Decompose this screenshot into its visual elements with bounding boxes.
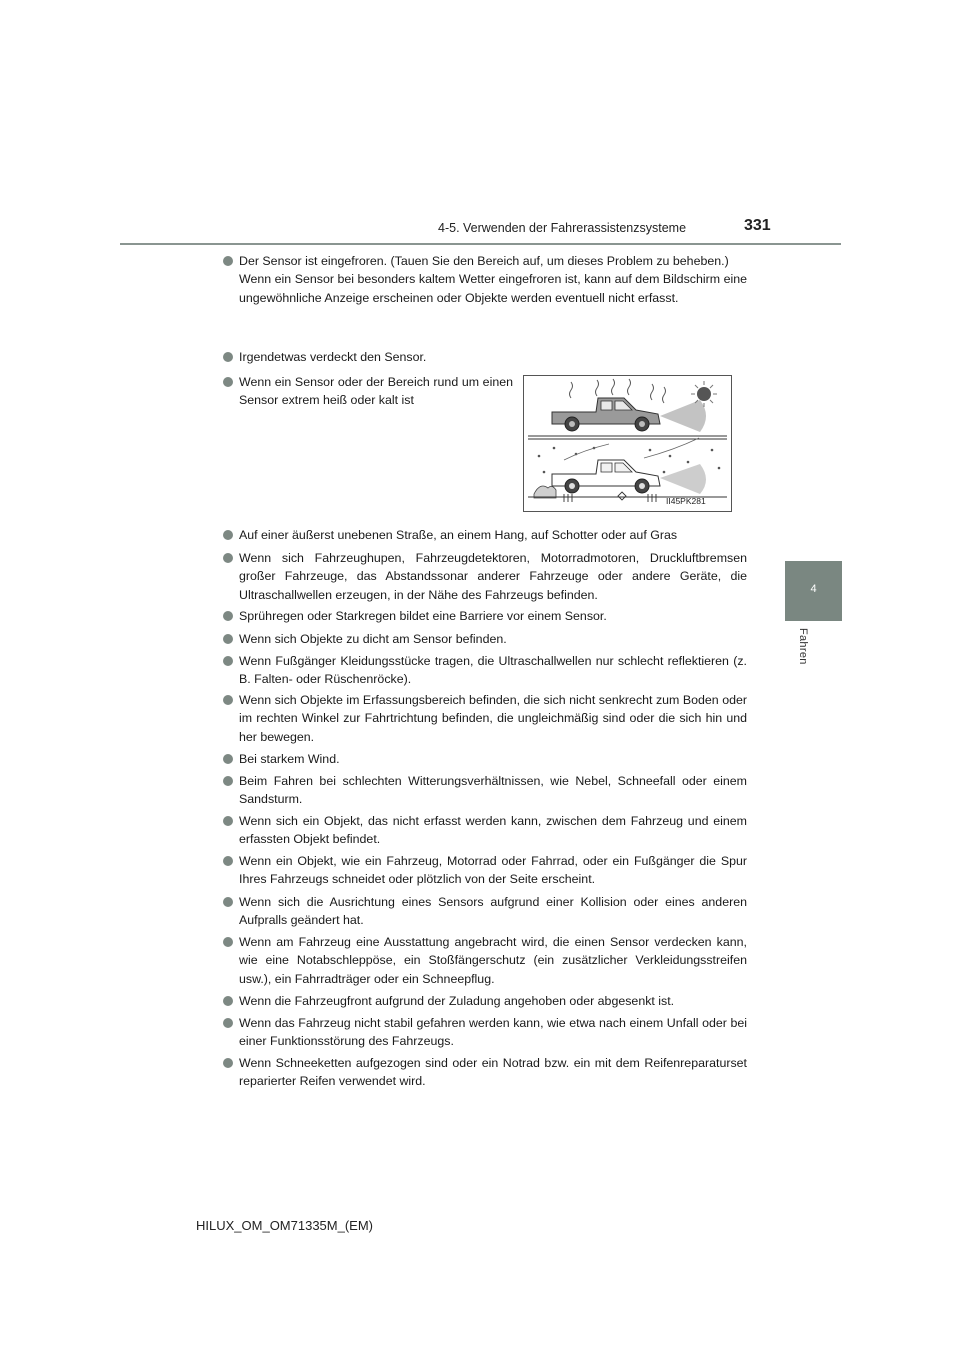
list-item [223,772,747,809]
header-divider [120,243,841,245]
bullet-icon [223,530,233,540]
list-item [223,652,747,689]
list-item-text: Irgendetwas verdeckt den Sensor. [239,350,427,364]
illustration-code: II45PK281 [666,496,706,506]
list-item [223,549,747,604]
list-item-text: Wenn sich Objekte zu dicht am Sensor befinden. [239,632,507,646]
list-item-text: Wenn sich Fahrzeughupen, Fahrzeugdetektoren, Motorradmotoren, Druckluftbremsen großer Fahrzeuge, das Abstandssonar anderer Fahrzeuge oder andere Geräte, die Ultraschallwellen erzeugen, in der Nähe des Fahrzeugs befinden. [239,551,747,602]
bullet-icon [223,937,233,947]
list-item [223,691,747,746]
list-item-text: Der Sensor ist eingefroren. (Tauen Sie den Bereich auf, um dieses Problem zu beheben.) [239,254,729,268]
bullet-icon [223,256,233,266]
bullet-icon [223,553,233,563]
list-item [223,630,747,648]
list-item [223,348,747,366]
list-item-text: Wenn Schneeketten aufgezogen sind oder ein Notrad bzw. ein mit dem Reifenreparaturset reparierter Reifen verwendet wird. [239,1056,747,1089]
bullet-icon [223,634,233,644]
bullet-icon [223,996,233,1006]
bullet-icon [223,611,233,621]
list-item [223,252,747,307]
list-item-text: Wenn ein Sensor oder der Bereich rund um einen Sensor extrem heiß oder kalt ist [239,375,513,408]
list-item-text: Wenn sich Objekte im Erfassungsbereich befinden, die sich nicht senkrecht zum Boden oder im rechten Winkel zur Fahrtrichtung befinden, die ungleichmäßig sind oder die sich hin und her bewegen. [239,693,747,744]
chapter-label: Fahren [797,628,809,665]
list-item [223,750,747,768]
bullet-icon [223,856,233,866]
section-title: 4-5. Verwenden der Fahrerassistenzsysteme [438,221,687,235]
bullet-icon [223,352,233,362]
truck-hot [552,398,660,431]
list-item [223,933,747,988]
truck-cold [552,460,660,493]
list-item [223,893,747,930]
list-item-text: Wenn sich ein Objekt, das nicht erfasst werden kann, zwischen dem Fahrzeug und einem erfassten Objekt befindet. [239,814,747,847]
list-item-text: Wenn das Fahrzeug nicht stabil gefahren werden kann, wie etwa nach einem Unfall oder bei einer Funktionsstörung des Fahrzeugs. [239,1016,747,1049]
list-item [223,526,747,544]
page-number: 331 [744,217,771,234]
list-item-text: Beim Fahren bei schlechten Witterungsverhältnissen, wie Nebel, Schneefall oder einem Sandsturm. [239,774,747,807]
list-item-text: Wenn die Fahrzeugfront aufgrund der Zuladung angehoben oder abgesenkt ist. [239,994,675,1008]
bullet-icon [223,695,233,705]
list-item-text: Wenn sich die Ausrichtung eines Sensors aufgrund einer Kollision oder eines anderen Aufpralls geändert hat. [239,895,747,928]
list-item-text: Auf einer äußerst unebenen Straße, an einem Hang, auf Schotter oder auf Gras [239,528,678,542]
bullet-icon [223,816,233,826]
list-item [223,992,747,1010]
bullet-icon [223,1018,233,1028]
bullet-icon [223,776,233,786]
list-item-text: Bei starkem Wind. [239,752,340,766]
bullet-icon [223,1058,233,1068]
list-item-text: Wenn ein Objekt, wie ein Fahrzeug, Motorrad oder Fahrrad, oder ein Fußgänger die Spur Ihres Fahrzeugs schneidet oder plötzlich von der Seite erscheint. [239,854,747,887]
list-item [223,1014,747,1051]
bullet-icon [223,897,233,907]
truck-illustration-svg [524,376,731,511]
chapter-number: 4 [810,583,817,595]
list-item-note: Wenn ein Sensor bei besonders kaltem Wetter eingefroren ist, kann auf dem Bildschirm eine ungewöhnliche Anzeige erscheinen oder Objekte werden eventuell nicht erfasst. [239,272,747,305]
chapter-tab [785,561,842,621]
list-item [223,852,747,889]
bullet-icon [223,656,233,666]
list-item [223,1054,747,1091]
list-item-text: Wenn am Fahrzeug eine Ausstattung angebracht wird, die einen Sensor verdecken kann, wie eine Notabschleppöse, ein Stoßfängerschutz (ein zusätzlicher Verkleidungsstreifen usw.), ein Fahrradträger oder ein Schneepflug. [239,935,747,986]
list-item [223,373,513,410]
list-item [223,607,747,625]
sensor-temperature-illustration [523,375,732,512]
list-item-text: Wenn Fußgänger Kleidungsstücke tragen, die Ultraschallwellen nur schlecht reflektieren (z. B. Falten- oder Rüschenröcke). [239,654,747,687]
bullet-icon [223,377,233,387]
list-item-text: Sprühregen oder Starkregen bildet eine Barriere vor einem Sensor. [239,609,607,623]
bullet-icon [223,754,233,764]
footer-model-code: HILUX_OM_OM71335M_(EM) [196,1218,373,1233]
list-item [223,812,747,849]
